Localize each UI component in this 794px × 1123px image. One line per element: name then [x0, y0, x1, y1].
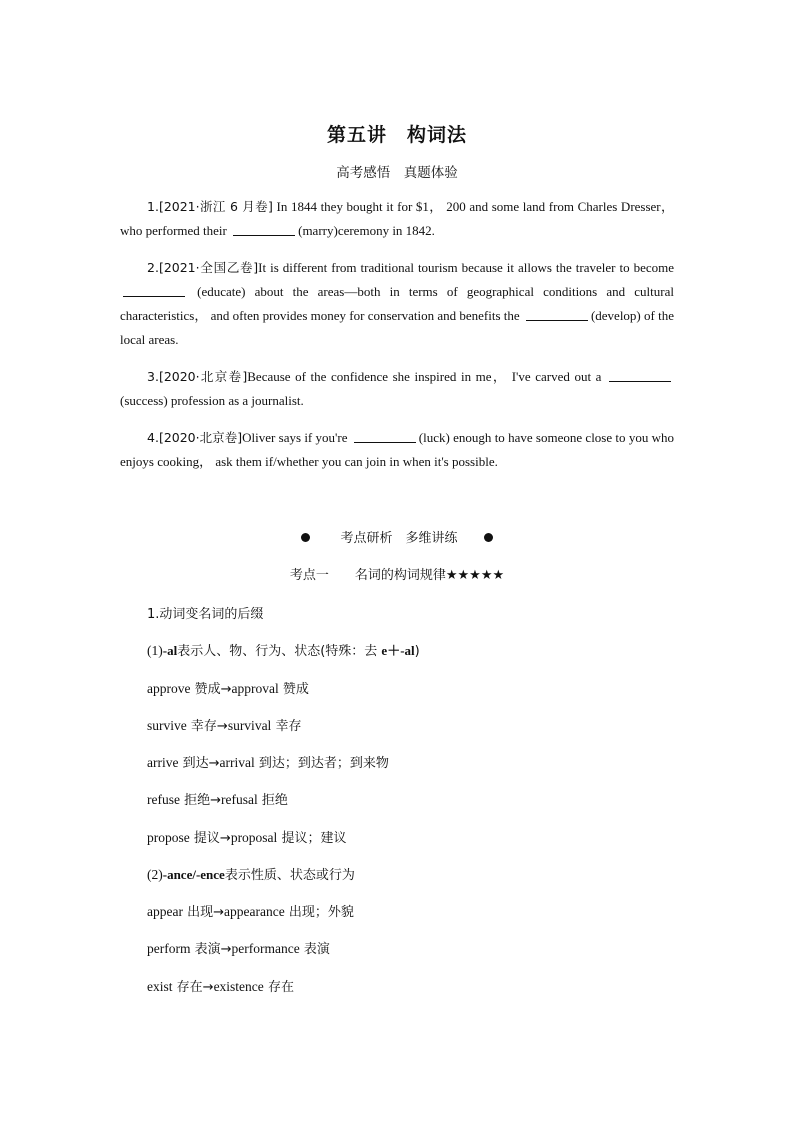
- word-pair: refuse 拒绝→refusal 拒绝: [147, 792, 288, 808]
- question-text: Because of the confidence she inspired in me， I've carved out a: [247, 369, 606, 384]
- question-text: It is different from traditional tourism because it allows the traveler to become: [258, 260, 674, 275]
- question-text: Oliver says if you're: [242, 430, 351, 445]
- answer-blank[interactable]: [123, 283, 185, 297]
- question-1: [120, 195, 674, 243]
- arrow-icon: →: [210, 793, 222, 808]
- word-pair: exist 存在→existence 存在: [147, 979, 294, 995]
- question-source: [2020·北京卷]: [158, 369, 248, 384]
- kaodian-label: 考点一: [289, 568, 329, 583]
- sub-heading-al: (1)-al表示人、物、行为、状态(特殊：去 e＋-al): [147, 643, 420, 659]
- question-source: [2020·北京卷]: [158, 430, 243, 445]
- question-4: [120, 426, 674, 474]
- answer-blank[interactable]: [354, 429, 416, 443]
- suffix-label: -al: [162, 643, 178, 658]
- word-pair: propose 提议→proposal 提议；建议: [147, 830, 347, 846]
- arrow-icon: →: [202, 980, 214, 995]
- answer-blank-2[interactable]: [526, 307, 588, 321]
- question-text-end: ceremony in 1842.: [337, 223, 435, 238]
- kaodian-text: 名词的构词规律★★★★★: [354, 568, 505, 583]
- answer-blank[interactable]: [609, 368, 671, 382]
- word-hint: (success): [120, 393, 168, 408]
- word-hint: (marry): [298, 223, 338, 238]
- sub-heading-ance: (2)-ance/-ence表示性质、状态或行为: [147, 867, 355, 883]
- answer-blank[interactable]: [233, 222, 295, 236]
- question-text-end: profession as a journalist.: [167, 393, 304, 408]
- arrow-icon: →: [220, 942, 232, 957]
- arrow-icon: →: [208, 756, 220, 771]
- word-hint: (luck): [418, 430, 450, 445]
- word-pair: arrive 到达→arrival 到达；到达者；到来物: [147, 755, 389, 771]
- word-pair: approve 赞成→approval 赞成: [147, 681, 309, 697]
- bullet-dot-icon: [484, 533, 493, 542]
- question-3: [120, 365, 674, 413]
- arrow-icon: →: [220, 682, 232, 697]
- question-number: 4.: [147, 430, 159, 445]
- question-number: 3.: [147, 369, 159, 384]
- question-text: In 1844 they bought it for $1， 200 and some land from Charles Dresser， who performed their: [120, 199, 674, 238]
- question-source: [2021·全国乙卷]: [158, 260, 259, 275]
- suffix-label: -ance/-ence: [162, 867, 225, 882]
- kaodian-heading: [0, 564, 794, 583]
- question-text-end: enough to have someone close to you who enjoys cooking， ask them if/whether you can join in when it's possible.: [120, 430, 675, 469]
- question-2: [120, 256, 674, 352]
- special-rule: e＋-al: [381, 643, 415, 658]
- arrow-icon: →: [219, 831, 231, 846]
- question-number: 2.: [147, 260, 159, 275]
- section-title: 考点研析 多维讲练: [340, 531, 458, 546]
- word-pair: appear 出现→appearance 出现；外貌: [147, 904, 354, 920]
- section-heading: [0, 527, 794, 546]
- question-text-middle: about the areas—both in terms of geographical conditions and cultural characteristics， and often provides money for conservation and benefits the: [120, 284, 674, 323]
- arrow-icon: →: [213, 905, 225, 920]
- page-subtitle: 高考感悟 真题体验: [336, 165, 458, 181]
- arrow-icon: →: [216, 719, 228, 734]
- word-pair: perform 表演→performance 表演: [147, 941, 330, 957]
- word-pair: survive 幸存→survival 幸存: [147, 718, 302, 734]
- word-hint-2: (develop): [590, 308, 641, 323]
- question-number: 1.: [147, 199, 159, 214]
- rule-heading: 1.动词变名词的后缀: [147, 607, 264, 622]
- page-title: 第五讲 构词法: [326, 124, 467, 146]
- question-source: [2021·浙江 6 月卷]: [158, 199, 273, 214]
- bullet-dot-icon: [301, 533, 310, 542]
- question-text-end: of the local areas.: [120, 308, 674, 347]
- word-hint: (educate): [188, 284, 246, 299]
